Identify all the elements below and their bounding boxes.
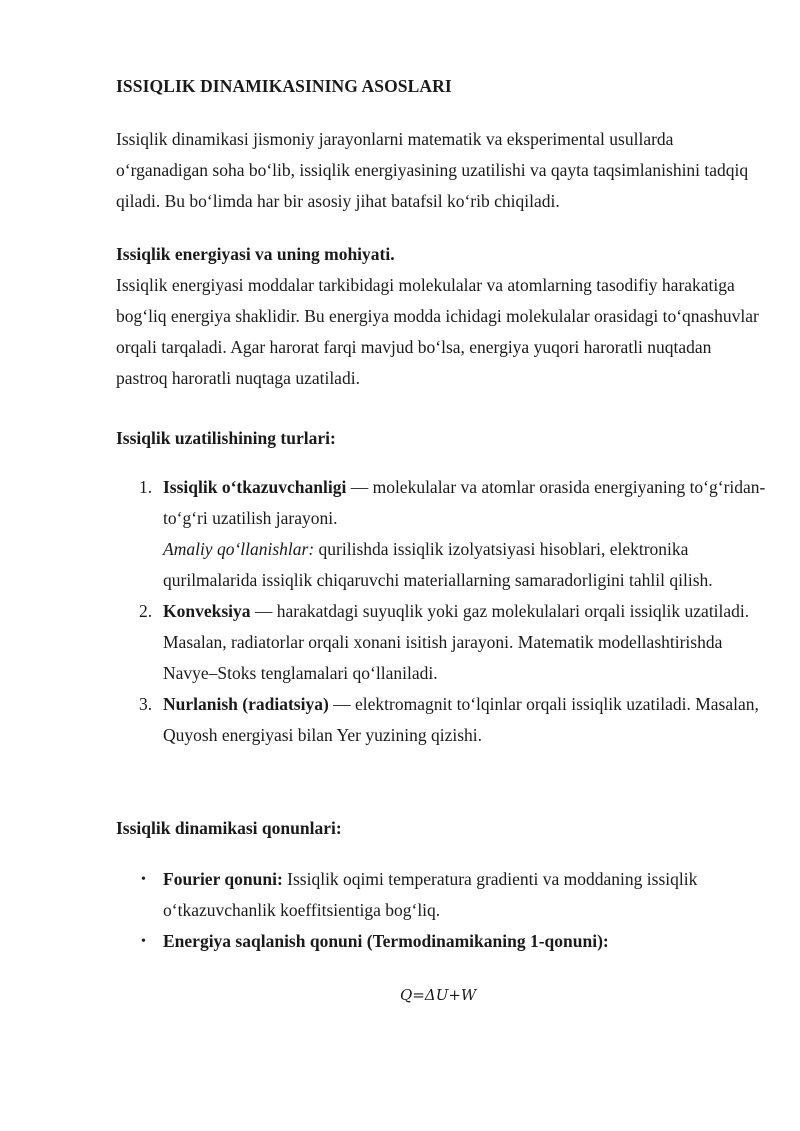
item-text: — elektromagnit to‘lqinlar orqali issiqlik uzatiladi. Masalan, Quyosh energiyasi bilan Yer yuzining qizishi. [163,694,759,745]
item-term: Konveksiya [163,601,251,621]
bullet-icon: • [141,934,146,949]
laws-list [116,864,766,957]
list-item [116,689,766,751]
intro-paragraph: Issiqlik dinamikasi jismoniy jarayonlarni matematik va eksperimental usullarda o‘rganadigan soha bo‘lib, issiqlik energiyasining uzatilishi va qayta taqsimlanishini tadqiq qiladi. Bu bo‘limda har bir asosiy jihat batafsil ko‘rib chiqiladi. [116,129,749,211]
item-text: — molekulalar va atomlar orasida energiyaning to‘g‘ridan-to‘g‘ri uzatilish jarayoni. [163,477,766,528]
list-item [116,472,766,596]
list-number: 1. [139,477,153,497]
formula: Q=ΔU+W [400,986,477,1004]
item-text: Issiqlik oqimi temperatura gradienti va moddaning issiqlik o‘tkazuvchanlik koeffitsientiga bog‘liq. [163,869,698,920]
document-title: ISSIQLIK DINAMIKASINING ASOSLARI [116,76,452,96]
item-term: Nurlanish (radiatsiya) [163,694,329,714]
section-heading-laws: Issiqlik dinamikasi qonunlari: [116,818,342,838]
item-text: — harakatdagi suyuqlik yoki gaz molekulalari orqali issiqlik uzatiladi. Masalan, radiatorlar orqali xonani isitish jarayoni. Matematik modellashtirishda Navye–Stoks tenglamalari qo‘llaniladi. [163,601,750,683]
list-item [116,864,766,926]
item-term: Issiqlik o‘tkazuvchanligi [163,477,347,497]
item-term: Fourier qonuni: [163,869,283,889]
section-heading-energy: Issiqlik energiyasi va uning mohiyati. [116,244,395,264]
section-heading-transfer-types: Issiqlik uzatilishining turlari: [116,428,336,448]
item-note-text: qurilishda issiqlik izolyatsiyasi hisoblari, elektronika qurilmalarida issiqlik chiqaruvchi materiallarning samaradorligini tahlil qilish. [163,539,713,590]
list-item [116,596,766,689]
item-note-label: Amaliy qo‘llanishlar: [163,539,315,559]
bullet-icon: • [141,872,146,887]
energy-paragraph: Issiqlik energiyasi moddalar tarkibidagi molekulalar va atomlarning tasodifiy harakatiga bog‘liq energiya shaklidir. Bu energiya modda ichidagi molekulalar orasidagi to‘qnashuvlar orqali tarqaladi. Agar harorat farqi mavjud bo‘lsa, energiya yuqori haroratli nuqtadan pastroq haroratli nuqtaga uzatiladi. [116,275,759,388]
list-number: 2. [139,601,153,621]
list-number: 3. [139,694,153,714]
list-item [116,926,766,957]
transfer-types-list [116,472,766,751]
item-term: Energiya saqlanish qonuni (Termodinamikaning 1-qonuni): [163,931,609,951]
